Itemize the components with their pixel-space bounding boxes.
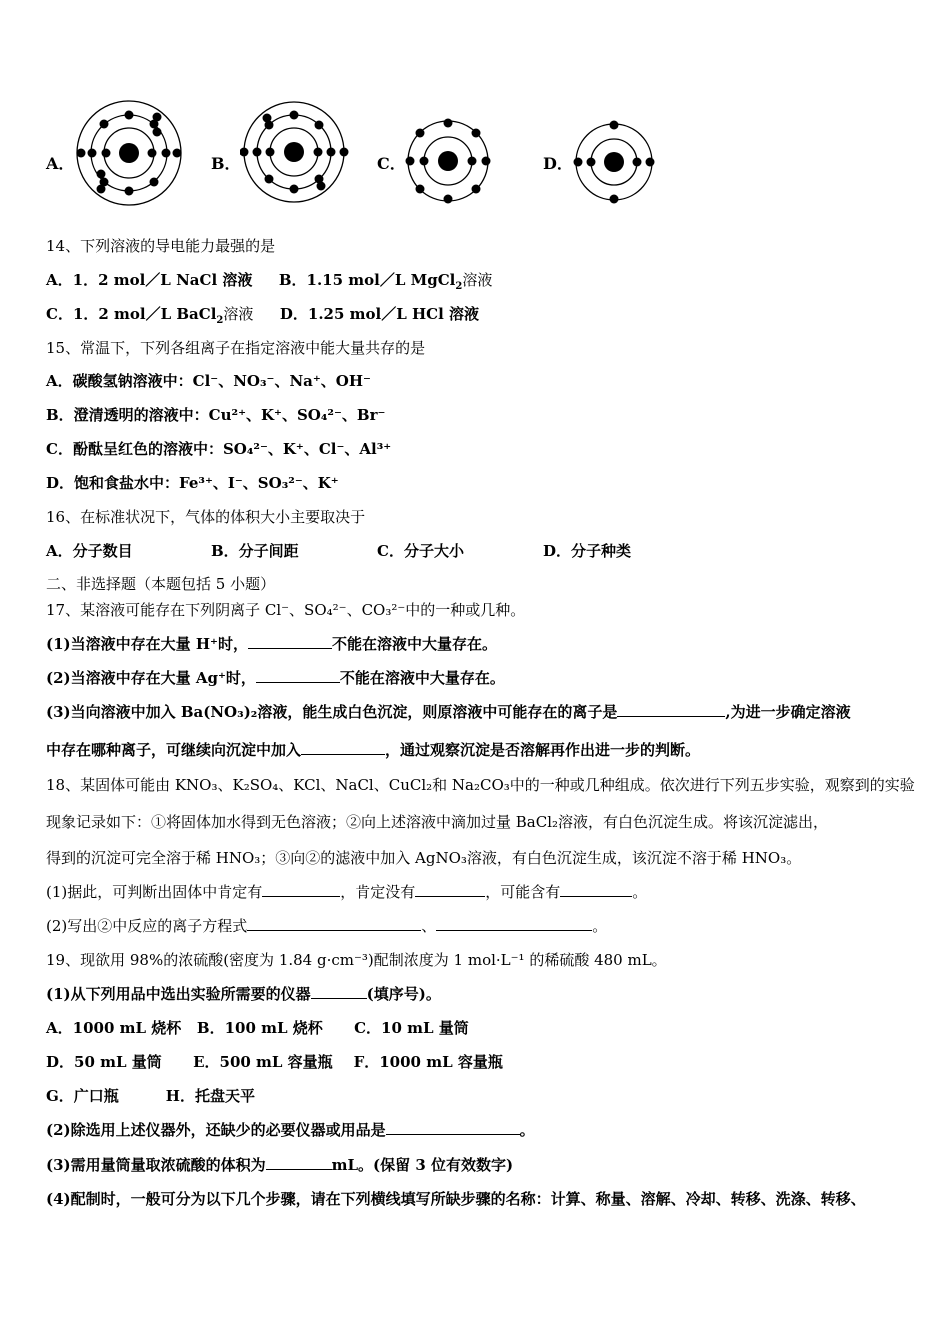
q18-blank-3[interactable] — [560, 882, 632, 897]
q15-stem: 15、常温下，下列各组离子在指定溶液中能大量共存的是 — [46, 339, 426, 357]
q18-part1: (1)据此，可判断出固体中肯定有 ，肯定没有 ，可能含有 。 — [46, 883, 648, 901]
option-d-label: D． — [543, 154, 573, 173]
atom-diagram-a — [74, 100, 184, 210]
q19-blank-2[interactable] — [386, 1120, 520, 1135]
q17-part1: (1)当溶液中存在大量 H⁺时， 不能在溶液中大量存在。 — [46, 635, 497, 653]
q14-option-b: B．1.15 mol／L MgCl$_2$溶液 — [278, 271, 493, 292]
q17-part2: (2)当溶液中存在大量 Ag⁺时， 不能在溶液中大量存在。 — [46, 669, 505, 687]
q19-options-row1: A．1000 mL 烧杯 B．100 mL 烧杯 C．10 mL 量筒 — [46, 1019, 469, 1037]
q19-blank-1[interactable] — [311, 984, 367, 999]
q16-option-a: A．分子数目 — [46, 542, 133, 560]
q18-blank-2[interactable] — [415, 882, 485, 897]
q19-part4: (4)配制时，一般可分为以下几个步骤，请在下列横线填写所缺步骤的名称：计算、称量、溶解、冷却、转移、洗涤、转移、 — [46, 1190, 866, 1208]
q14-options-row2 — [46, 304, 479, 324]
q18-line-3: 得到的沉淀可完全溶于稀 HNO₃；③向②的滤液中加入 AgNO₃溶液，有白色沉淀生成，该沉淀不溶于稀 HNO₃。 — [46, 849, 802, 867]
q19-blank-3[interactable] — [266, 1155, 332, 1170]
q18-blank-1[interactable] — [262, 882, 340, 897]
q14-options-row1 — [46, 270, 492, 290]
q14-option-d: D．1.25 mol／L HCl 溶液 — [279, 305, 480, 323]
option-b-label: B． — [211, 154, 241, 173]
q18-blank-4[interactable] — [247, 916, 421, 931]
q19-part2: (2)除选用上述仪器外，还缺少的必要仪器或用品是 。 — [46, 1121, 535, 1139]
option-a-label: A． — [46, 154, 75, 173]
q18-part2: (2)写出②中反应的离子方程式 、 。 — [46, 917, 608, 935]
q17-blank-3[interactable] — [617, 702, 725, 717]
q15-option-b: B．澄清透明的溶液中：Cu²⁺、K⁺、SO₄²⁻、Br⁻ — [46, 406, 386, 424]
q15-option-d: D．饱和食盐水中：Fe³⁺、I⁻、SO₃²⁻、K⁺ — [46, 474, 339, 492]
q19-part3: (3)需用量筒量取浓硫酸的体积为 mL。(保留 3 位有效数字) — [46, 1156, 514, 1174]
section-heading: 二、非选择题（本题包括 5 小题） — [46, 575, 276, 593]
q17-stem: 17、某溶液可能存在下列阴离子 Cl⁻、SO₄²⁻、CO₃²⁻中的一种或几种。 — [46, 601, 526, 619]
atom-diagram-d — [570, 118, 660, 208]
q19-part1: (1)从下列用品中选出实验所需要的仪器 (填序号)。 — [46, 985, 441, 1003]
q14-option-a: A．1．2 mol／L NaCl 溶液 — [46, 271, 253, 289]
q15-option-a: A．碳酸氢钠溶液中：Cl⁻、NO₃⁻、Na⁺、OH⁻ — [46, 372, 371, 390]
q19-stem: 19、现欲用 98%的浓硫酸(密度为 1.84 g·cm⁻³)配制浓度为 1 mol·L⁻¹ 的稀硫酸 480 mL。 — [46, 951, 667, 969]
q18-line-1: 18、某固体可能由 KNO₃、K₂SO₄、KCl、NaCl、CuCl₂和 Na₂CO₃中的一种或几种组成。依次进行下列五步实验，观察到的实验 — [46, 776, 915, 794]
q18-blank-5[interactable] — [436, 916, 592, 931]
q14-stem: 14、下列溶液的导电能力最强的是 — [46, 237, 276, 255]
q17-blank-2[interactable] — [256, 668, 340, 683]
q19-options-row3: G．广口瓶 H．托盘天平 — [46, 1087, 255, 1105]
atom-diagram-b — [240, 100, 350, 210]
atom-diagram-c — [403, 115, 493, 205]
q14-option-c: C．1．2 mol／L BaCl$_2$溶液 — [46, 305, 254, 326]
q16-option-c: C．分子大小 — [377, 542, 464, 560]
q17-part3: (3)当向溶液中加入 Ba(NO₃)₂溶液，能生成白色沉淀，则原溶液中可能存在的离子是 ,为进一步确定溶液 — [46, 703, 851, 721]
q19-options-row2: D．50 mL 量筒 E．500 mL 容量瓶 F．1000 mL 容量瓶 — [46, 1053, 503, 1071]
q16-option-d: D．分子种类 — [543, 542, 632, 560]
q18-line-2: 现象记录如下：①将固体加水得到无色溶液；②向上述溶液中滴加过量 BaCl₂溶液，有白色沉淀生成。将该沉淀滤出， — [46, 813, 829, 831]
q17-blank-1[interactable] — [248, 634, 332, 649]
q16-stem: 16、在标准状况下，气体的体积大小主要取决于 — [46, 508, 366, 526]
option-c-label: C． — [377, 154, 406, 173]
q16-option-b: B．分子间距 — [211, 542, 299, 560]
q17-blank-4[interactable] — [301, 740, 385, 755]
q17-part3-cont: 中存在哪种离子，可继续向沉淀中加入 ，通过观察沉淀是否溶解再作出进一步的判断。 — [46, 741, 701, 759]
q15-option-c: C．酚酞呈红色的溶液中：SO₄²⁻、K⁺、Cl⁻、Al³⁺ — [46, 440, 392, 458]
